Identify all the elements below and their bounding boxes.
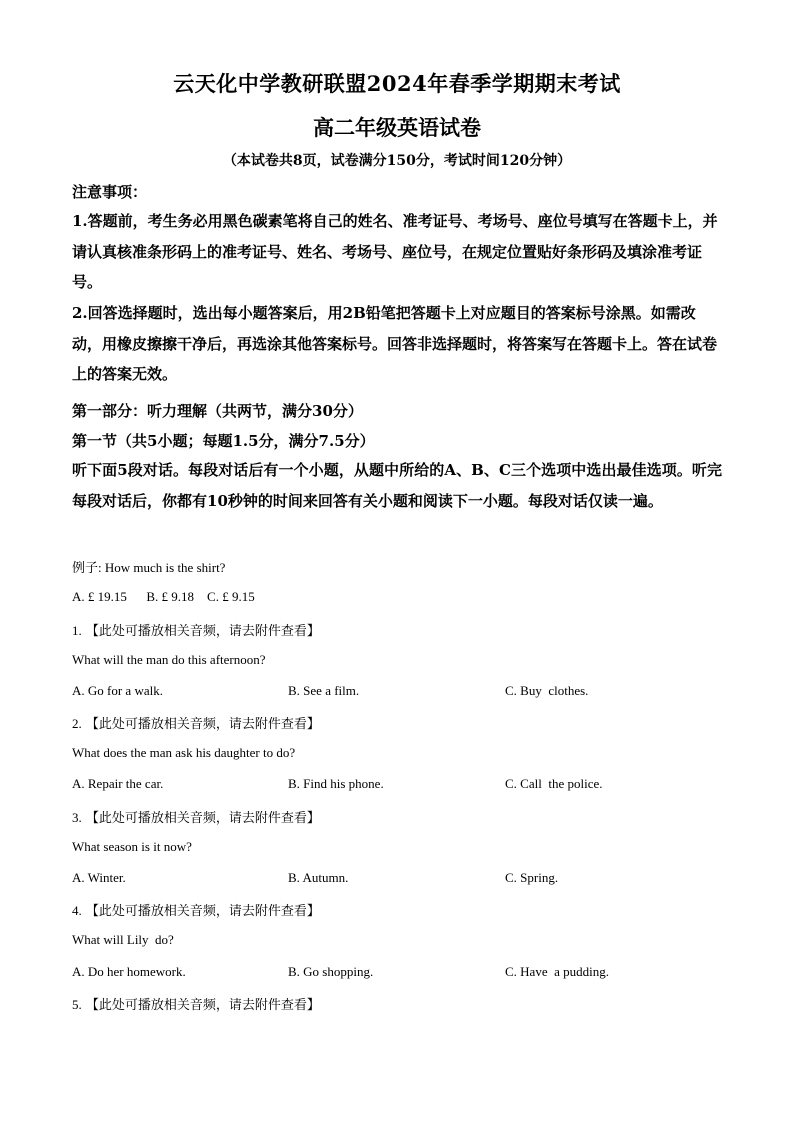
question-4-option-a: A. Do her homework. — [72, 964, 186, 979]
question-5-header — [72, 994, 320, 1013]
question-number: 5. — [72, 997, 82, 1012]
audio-placeholder: 【此处可播放相关音频，请去附件查看】 — [85, 717, 320, 732]
question-3-option-a: A. Winter. — [72, 870, 126, 885]
part1-heading: 第一部分：听力理解（共两节，满分30分） — [72, 402, 363, 420]
question-3-header — [72, 807, 320, 826]
question-number: 2. — [72, 716, 82, 731]
question-4-option-b: B. Go shopping. — [288, 964, 374, 979]
notice-item-1: 1.答题前，考生务必用黑色碳素笔将自己的姓名、准考证号、考场号、座位号填写在答题卡上，并请认真核准条形码上的准考证号、姓名、考场号、座位号，在规定位置贴好条形码及填涂准考证号。 — [72, 212, 718, 291]
example-options: A. £ 19.15 B. £ 9.18 C. £ 9.15 — [72, 589, 255, 604]
exam-note: （本试卷共8页，试卷满分150分，考试时间120分钟） — [222, 153, 572, 169]
listening-instructions: 听下面5段对话。每段对话后有一个小题，从题中所给的A、B、C三个选项中选出最佳选项。听完每段对话后，你都有10秒钟的时间来回答有关小题和阅读下一小题。每段对话仅读一遍。 — [72, 461, 722, 510]
question-1-option-c: C. Buy clothes. — [505, 683, 589, 698]
question-1-option-b: B. See a film. — [288, 683, 360, 698]
question-4-option-c: C. Have a pudding. — [505, 964, 609, 979]
question-2-option-b: B. Find his phone. — [288, 776, 384, 791]
question-1-header — [72, 620, 320, 639]
audio-placeholder: 【此处可播放相关音频，请去附件查看】 — [85, 998, 320, 1013]
question-number: 1. — [72, 623, 82, 638]
question-2-option-c: C. Call the police. — [505, 776, 603, 791]
question-3-option-b: B. Autumn. — [288, 870, 349, 885]
audio-placeholder: 【此处可播放相关音频，请去附件查看】 — [85, 811, 320, 826]
exam-subtitle: 高二年级英语试卷 — [313, 115, 481, 140]
question-2-text: What does the man ask his daughter to do? — [72, 745, 296, 760]
question-number: 4. — [72, 903, 82, 918]
exam-title: 云天化中学教研联盟2024年春季学期期末考试 — [173, 71, 621, 96]
question-3-option-c: C. Spring. — [505, 870, 559, 885]
question-2-option-a: A. Repair the car. — [72, 776, 164, 791]
question-4-text: What will Lily do? — [72, 932, 174, 947]
audio-placeholder: 【此处可播放相关音频，请去附件查看】 — [85, 904, 320, 919]
notice-heading: 注意事项： — [72, 183, 148, 201]
question-2-header — [72, 713, 320, 732]
question-number: 3. — [72, 810, 82, 825]
notice-item-2: 2.回答选择题时，选出每小题答案后，用2B铅笔把答题卡上对应题目的答案标号涂黑。如需改动，用橡皮擦擦干净后，再选涂其他答案标号。回答非选择题时，将答案写在答题卡上。答在试卷上的答案无效。 — [72, 304, 718, 383]
question-3-text: What season is it now? — [72, 839, 192, 854]
question-4-header — [72, 900, 320, 919]
question-1-option-a: A. Go for a walk. — [72, 683, 163, 698]
question-1-text: What will the man do this afternoon? — [72, 652, 266, 667]
section1-heading: 第一节（共5小题；每题1.5分，满分7.5分） — [72, 432, 375, 450]
audio-placeholder: 【此处可播放相关音频，请去附件查看】 — [85, 624, 320, 639]
example-question: 例子: How much is the shirt? — [72, 560, 226, 575]
